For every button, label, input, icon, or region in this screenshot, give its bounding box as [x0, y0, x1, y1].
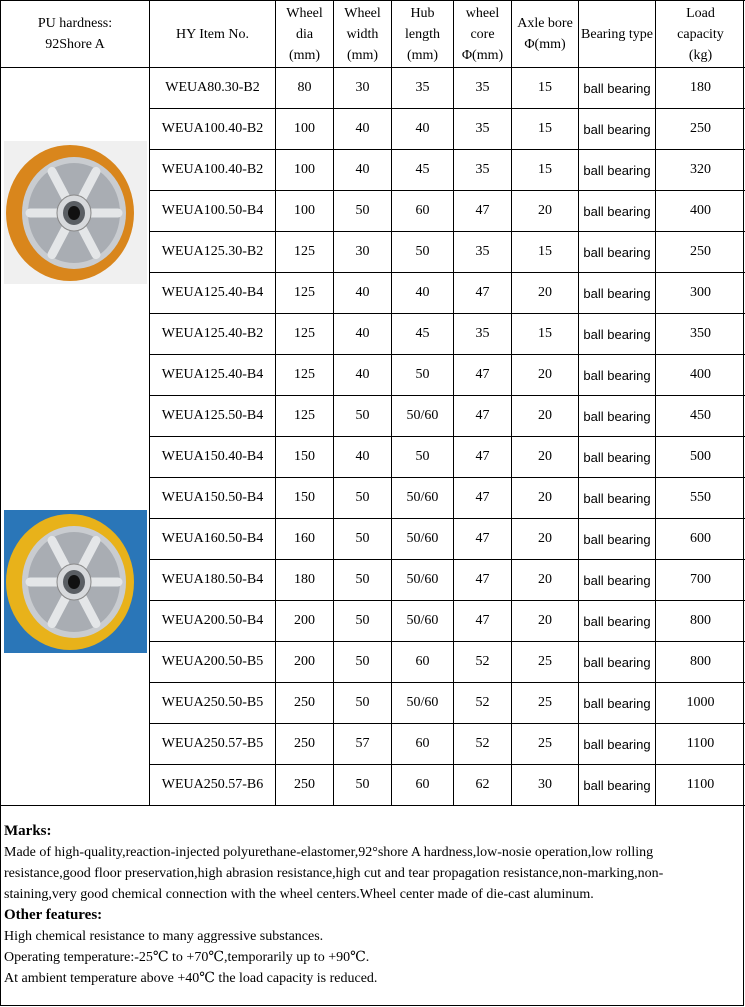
header-line: PU hardness:	[37, 16, 113, 31]
header-line: Bearing type	[581, 26, 653, 42]
axle-bore-cell: 20	[512, 519, 579, 560]
item-no-cell: WEUA100.40-B2	[150, 109, 276, 150]
wheel-dia-cell: 125	[276, 355, 334, 396]
note-line: staining,very good chemical connection with the wheel centers.Wheel center made of die-cast aluminum.	[4, 887, 594, 902]
bearing-type-cell: ball bearing	[579, 601, 656, 642]
bearing-type-cell: ball bearing	[579, 560, 656, 601]
wheel-dia-cell: 80	[276, 68, 334, 109]
wheel-dia-cell: 125	[276, 314, 334, 355]
hub-length-cell: 50/60	[392, 601, 454, 642]
wheel-core-cell: 35	[454, 314, 512, 355]
wheel-width-cell: 50	[334, 478, 392, 519]
axle-bore-cell: 30	[512, 765, 579, 806]
bearing-type-cell: ball bearing	[579, 519, 656, 560]
axle-bore-cell: 20	[512, 560, 579, 601]
header-line: dia	[295, 26, 314, 42]
axle-bore-cell: 15	[512, 68, 579, 109]
header-line: core	[470, 26, 495, 42]
note-line: High chemical resistance to many aggressive substances.	[4, 929, 324, 944]
wheel-core-cell: 35	[454, 150, 512, 191]
header-line: 92Shore A	[45, 37, 105, 52]
header-line: Load	[686, 5, 715, 21]
item-no-cell: WEUA200.50-B5	[150, 642, 276, 683]
item-no-cell: WEUA100.50-B4	[150, 191, 276, 232]
header-line: (mm)	[346, 47, 379, 63]
header-line: Φ(mm)	[524, 37, 566, 52]
item-no-cell: WEUA80.30-B2	[150, 68, 276, 109]
hub-length-header	[392, 1, 454, 68]
wheel-width-cell: 30	[334, 68, 392, 109]
hub-length-cell: 60	[392, 191, 454, 232]
wheel-dia-cell: 200	[276, 642, 334, 683]
hub-length-cell: 50	[392, 355, 454, 396]
item-no-cell: WEUA125.40-B2	[150, 314, 276, 355]
wheel-core-cell: 47	[454, 355, 512, 396]
hub-length-cell: 45	[392, 150, 454, 191]
bearing-type-cell: ball bearing	[579, 765, 656, 806]
hub-length-cell: 60	[392, 765, 454, 806]
header-line: wheel	[465, 5, 500, 21]
bearing-type-cell: ball bearing	[579, 314, 656, 355]
wheel-width-cell: 50	[334, 642, 392, 683]
load-capacity-header	[656, 1, 745, 68]
wheel-core-cell: 35	[454, 232, 512, 273]
axle-bore-cell: 20	[512, 396, 579, 437]
header-line: capacity	[677, 26, 724, 42]
product-photos-cell	[1, 68, 150, 806]
item-no-cell: WEUA125.40-B4	[150, 355, 276, 396]
wheel-core-cell: 52	[454, 683, 512, 724]
hub-length-cell: 50/60	[392, 478, 454, 519]
header-line: Wheel	[286, 5, 323, 21]
wheel-core-cell: 47	[454, 437, 512, 478]
wheel-width-cell: 40	[334, 150, 392, 191]
hub-length-cell: 60	[392, 642, 454, 683]
wheel-core-cell: 47	[454, 601, 512, 642]
bearing-type-cell: ball bearing	[579, 273, 656, 314]
header-line: Φ(mm)	[461, 47, 504, 63]
wheel-core-cell: 47	[454, 519, 512, 560]
wheel-width-cell: 50	[334, 396, 392, 437]
axle-bore-cell: 20	[512, 191, 579, 232]
wheel-core-cell: 35	[454, 68, 512, 109]
wheel-width-cell: 50	[334, 765, 392, 806]
item-no-cell: WEUA160.50-B4	[150, 519, 276, 560]
wheel-dia-cell: 250	[276, 765, 334, 806]
load-capacity-cell: 250	[656, 232, 745, 273]
header-line: width	[346, 26, 379, 42]
axle-bore-cell: 20	[512, 355, 579, 396]
item-no-cell: WEUA250.50-B5	[150, 683, 276, 724]
load-capacity-cell: 1000	[656, 683, 745, 724]
load-capacity-cell: 300	[656, 273, 745, 314]
axle-bore-cell: 15	[512, 314, 579, 355]
hub-length-cell: 50	[392, 232, 454, 273]
pu-hardness-header	[1, 1, 150, 68]
hub-length-cell: 45	[392, 314, 454, 355]
hub-length-cell: 50/60	[392, 519, 454, 560]
item-no-cell: WEUA125.50-B4	[150, 396, 276, 437]
other-features-text	[4, 926, 740, 989]
wheel-core-cell: 52	[454, 724, 512, 765]
bearing-type-header	[579, 1, 656, 68]
axle-bore-cell: 25	[512, 683, 579, 724]
axle-bore-cell: 20	[512, 601, 579, 642]
bearing-type-cell: ball bearing	[579, 109, 656, 150]
header-line: (mm)	[406, 47, 439, 63]
wheel-width-cell: 50	[334, 191, 392, 232]
note-line: Made of high-quality,reaction-injected polyurethane-elastomer,92°shore A hardness,low-nosie operation,low rolling	[4, 845, 654, 860]
bearing-type-cell: ball bearing	[579, 683, 656, 724]
load-capacity-cell: 500	[656, 437, 745, 478]
marks-heading: Marks:	[4, 823, 52, 839]
wheel-dia-cell: 250	[276, 683, 334, 724]
wheel-width-cell: 40	[334, 437, 392, 478]
header-line: (mm)	[288, 47, 321, 63]
load-capacity-cell: 600	[656, 519, 745, 560]
hub-length-cell: 35	[392, 68, 454, 109]
header-line: (kg)	[688, 47, 713, 63]
load-capacity-cell: 800	[656, 601, 745, 642]
item-no-cell: WEUA200.50-B4	[150, 601, 276, 642]
wheel-core-cell: 35	[454, 109, 512, 150]
wheel-core-cell: 47	[454, 478, 512, 519]
item-no-cell: WEUA250.57-B5	[150, 724, 276, 765]
header-line: length	[405, 26, 440, 42]
bearing-type-cell: ball bearing	[579, 724, 656, 765]
load-capacity-cell: 450	[656, 396, 745, 437]
axle-bore-cell: 20	[512, 273, 579, 314]
bearing-type-cell: ball bearing	[579, 68, 656, 109]
orange-polyurethane-wheel-photo	[4, 141, 147, 284]
axle-bore-cell: 15	[512, 150, 579, 191]
wheel-width-header	[334, 1, 392, 68]
wheel-width-cell: 50	[334, 601, 392, 642]
other-features-heading: Other features:	[4, 907, 103, 923]
wheel-width-cell: 30	[334, 232, 392, 273]
wheel-core-header	[454, 1, 512, 68]
axle-bore-cell: 20	[512, 437, 579, 478]
wheel-dia-cell: 100	[276, 150, 334, 191]
item-no-cell: WEUA125.40-B4	[150, 273, 276, 314]
wheel-core-cell: 62	[454, 765, 512, 806]
bearing-type-cell: ball bearing	[579, 150, 656, 191]
axle-bore-cell: 25	[512, 724, 579, 765]
wheel-width-cell: 40	[334, 109, 392, 150]
bearing-type-cell: ball bearing	[579, 437, 656, 478]
wheel-core-cell: 52	[454, 642, 512, 683]
wheel-dia-cell: 150	[276, 437, 334, 478]
wheel-width-cell: 50	[334, 519, 392, 560]
bearing-type-cell: ball bearing	[579, 355, 656, 396]
wheel-core-cell: 47	[454, 273, 512, 314]
table-body	[1, 68, 745, 806]
load-capacity-cell: 180	[656, 68, 745, 109]
note-line: At ambient temperature above +40℃ the load capacity is reduced.	[4, 971, 378, 986]
load-capacity-cell: 250	[656, 109, 745, 150]
wheel-dia-cell: 150	[276, 478, 334, 519]
yellow-polyurethane-wheel-photo	[4, 510, 147, 653]
hub-length-cell: 50/60	[392, 396, 454, 437]
table-header-row	[1, 1, 745, 68]
item-no-cell: WEUA150.40-B4	[150, 437, 276, 478]
load-capacity-cell: 350	[656, 314, 745, 355]
hub-length-cell: 40	[392, 109, 454, 150]
load-capacity-cell: 400	[656, 191, 745, 232]
axle-bore-cell: 25	[512, 642, 579, 683]
wheel-width-cell: 40	[334, 314, 392, 355]
wheel-dia-header	[276, 1, 334, 68]
load-capacity-cell: 700	[656, 560, 745, 601]
wheel-dia-cell: 100	[276, 109, 334, 150]
wheel-dia-cell: 200	[276, 601, 334, 642]
wheel-dia-cell: 180	[276, 560, 334, 601]
item-no-cell: WEUA100.40-B2	[150, 150, 276, 191]
item-no-cell: WEUA150.50-B4	[150, 478, 276, 519]
wheel-dia-cell: 160	[276, 519, 334, 560]
notes-section	[4, 821, 740, 989]
hub-length-cell: 40	[392, 273, 454, 314]
item-no-cell: WEUA125.30-B2	[150, 232, 276, 273]
wheel-width-cell: 50	[334, 560, 392, 601]
load-capacity-cell: 1100	[656, 724, 745, 765]
bearing-type-cell: ball bearing	[579, 232, 656, 273]
wheel-width-cell: 40	[334, 355, 392, 396]
load-capacity-cell: 1100	[656, 765, 745, 806]
header-line: Hub	[410, 5, 435, 21]
hub-length-cell: 50	[392, 437, 454, 478]
table-row	[1, 68, 745, 109]
wheel-dia-cell: 125	[276, 396, 334, 437]
load-capacity-cell: 320	[656, 150, 745, 191]
bearing-type-cell: ball bearing	[579, 478, 656, 519]
bearing-type-cell: ball bearing	[579, 396, 656, 437]
wheel-width-cell: 50	[334, 683, 392, 724]
header-line: HY Item No.	[176, 26, 249, 42]
note-line: resistance,good floor preservation,high abrasion resistance,high cut and tear propagation resistance,non-marking,non-	[4, 866, 664, 881]
wheel-dia-cell: 125	[276, 273, 334, 314]
item-no-header	[150, 1, 276, 68]
axle-bore-cell: 15	[512, 232, 579, 273]
load-capacity-cell: 550	[656, 478, 745, 519]
axle-bore-cell: 20	[512, 478, 579, 519]
wheel-core-cell: 47	[454, 396, 512, 437]
axle-bore-header	[512, 1, 579, 68]
wheel-width-cell: 57	[334, 724, 392, 765]
bearing-type-cell: ball bearing	[579, 642, 656, 683]
wheel-dia-cell: 125	[276, 232, 334, 273]
item-no-cell: WEUA250.57-B6	[150, 765, 276, 806]
hub-length-cell: 50/60	[392, 683, 454, 724]
wheel-core-cell: 47	[454, 560, 512, 601]
note-line: Operating temperature:-25℃ to +70℃,temporarily up to +90℃.	[4, 950, 370, 965]
wheel-dia-cell: 250	[276, 724, 334, 765]
hub-length-cell: 60	[392, 724, 454, 765]
wheel-width-cell: 40	[334, 273, 392, 314]
load-capacity-cell: 800	[656, 642, 745, 683]
header-line: Wheel	[344, 5, 381, 21]
hub-length-cell: 50/60	[392, 560, 454, 601]
load-capacity-cell: 400	[656, 355, 745, 396]
item-no-cell: WEUA180.50-B4	[150, 560, 276, 601]
header-line: Axle bore	[517, 16, 573, 31]
wheel-core-cell: 47	[454, 191, 512, 232]
axle-bore-cell: 15	[512, 109, 579, 150]
bearing-type-cell: ball bearing	[579, 191, 656, 232]
wheel-dia-cell: 100	[276, 191, 334, 232]
marks-text	[4, 842, 740, 905]
